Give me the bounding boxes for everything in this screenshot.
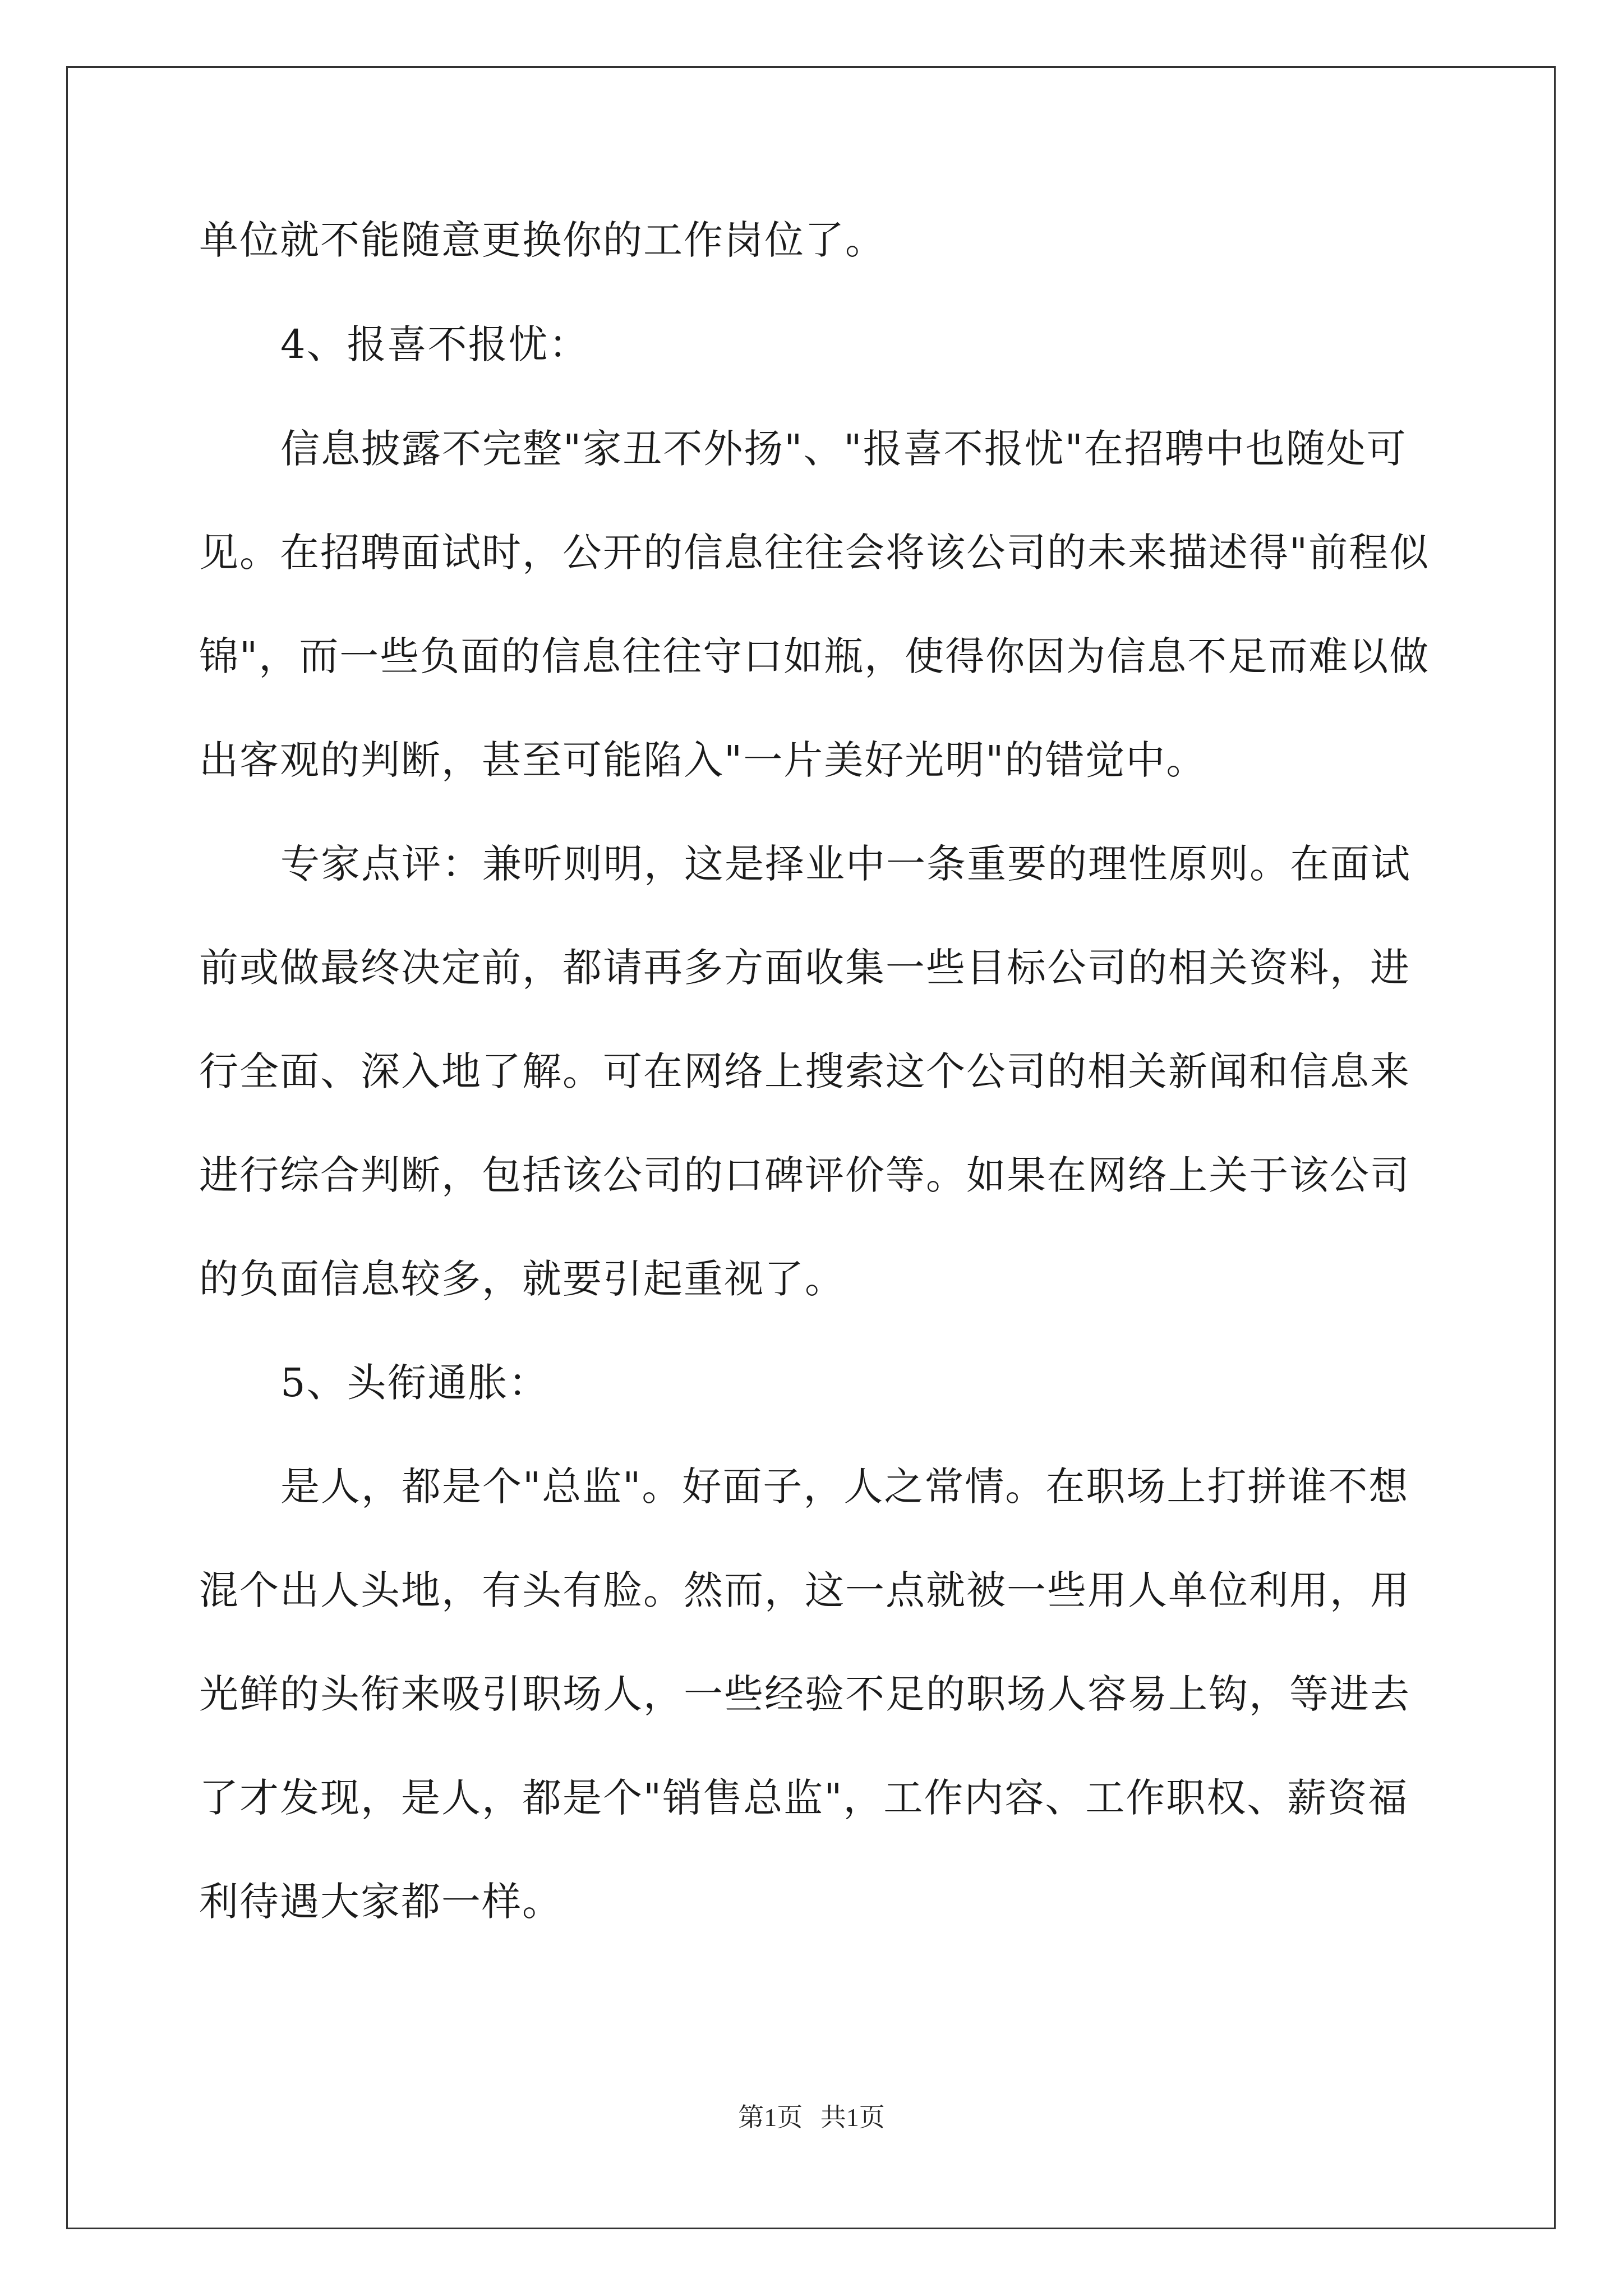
paragraph-line: 光鲜的头衔来吸引职场人，一些经验不足的职场人容易上钩，等进去 — [199, 1671, 1410, 1717]
page-total: 共1页 — [820, 2103, 885, 2132]
paragraph-line: 是人，都是个"总监"。好面子，人之常情。在职场上打拼谁不想 — [280, 1464, 1409, 1510]
page-footer — [0, 2101, 1623, 2134]
paragraph-line: 锦"，而一些负面的信息往往守口如瓶，使得你因为信息不足而难以做 — [199, 633, 1430, 679]
paragraph-line: 混个出人头地，有头有脸。然而，这一点就被一些用人单位利用，用 — [199, 1567, 1410, 1613]
section-heading-4: 4、报喜不报忧： — [280, 321, 589, 367]
paragraph-line: 的负面信息较多，就要引起重视了。 — [199, 1256, 845, 1302]
paragraph-line: 前或做最终决定前，都请再多方面收集一些目标公司的相关资料，进 — [199, 945, 1410, 991]
page-number: 第1页 — [738, 2103, 803, 2132]
paragraph-line: 了才发现，是人，都是个"销售总监"，工作内容、工作职权、薪资福 — [199, 1775, 1409, 1821]
paragraph-line: 专家点评：兼听则明，这是择业中一条重要的理性原则。在面试 — [280, 841, 1411, 887]
paragraph-line: 出客观的判断，甚至可能陷入"一片美好光明"的错觉中。 — [199, 737, 1207, 783]
paragraph-line: 利待遇大家都一样。 — [199, 1879, 562, 1925]
paragraph-line: 单位就不能随意更换你的工作岗位了。 — [199, 217, 886, 263]
paragraph-line: 进行综合判断，包括该公司的口碑评价等。如果在网络上关于该公司 — [199, 1152, 1410, 1198]
paragraph-line: 行全面、深入地了解。可在网络上搜索这个公司的相关新闻和信息来 — [199, 1048, 1410, 1094]
section-heading-5: 5、头衔通胀： — [280, 1360, 549, 1406]
paragraph-line: 见。在招聘面试时，公开的信息往往会将该公司的未来描述得"前程似 — [199, 530, 1430, 576]
document-body — [199, 213, 1430, 1929]
paragraph-line: 信息披露不完整"家丑不外扬"、"报喜不报忧"在招聘中也随处可 — [280, 426, 1407, 472]
